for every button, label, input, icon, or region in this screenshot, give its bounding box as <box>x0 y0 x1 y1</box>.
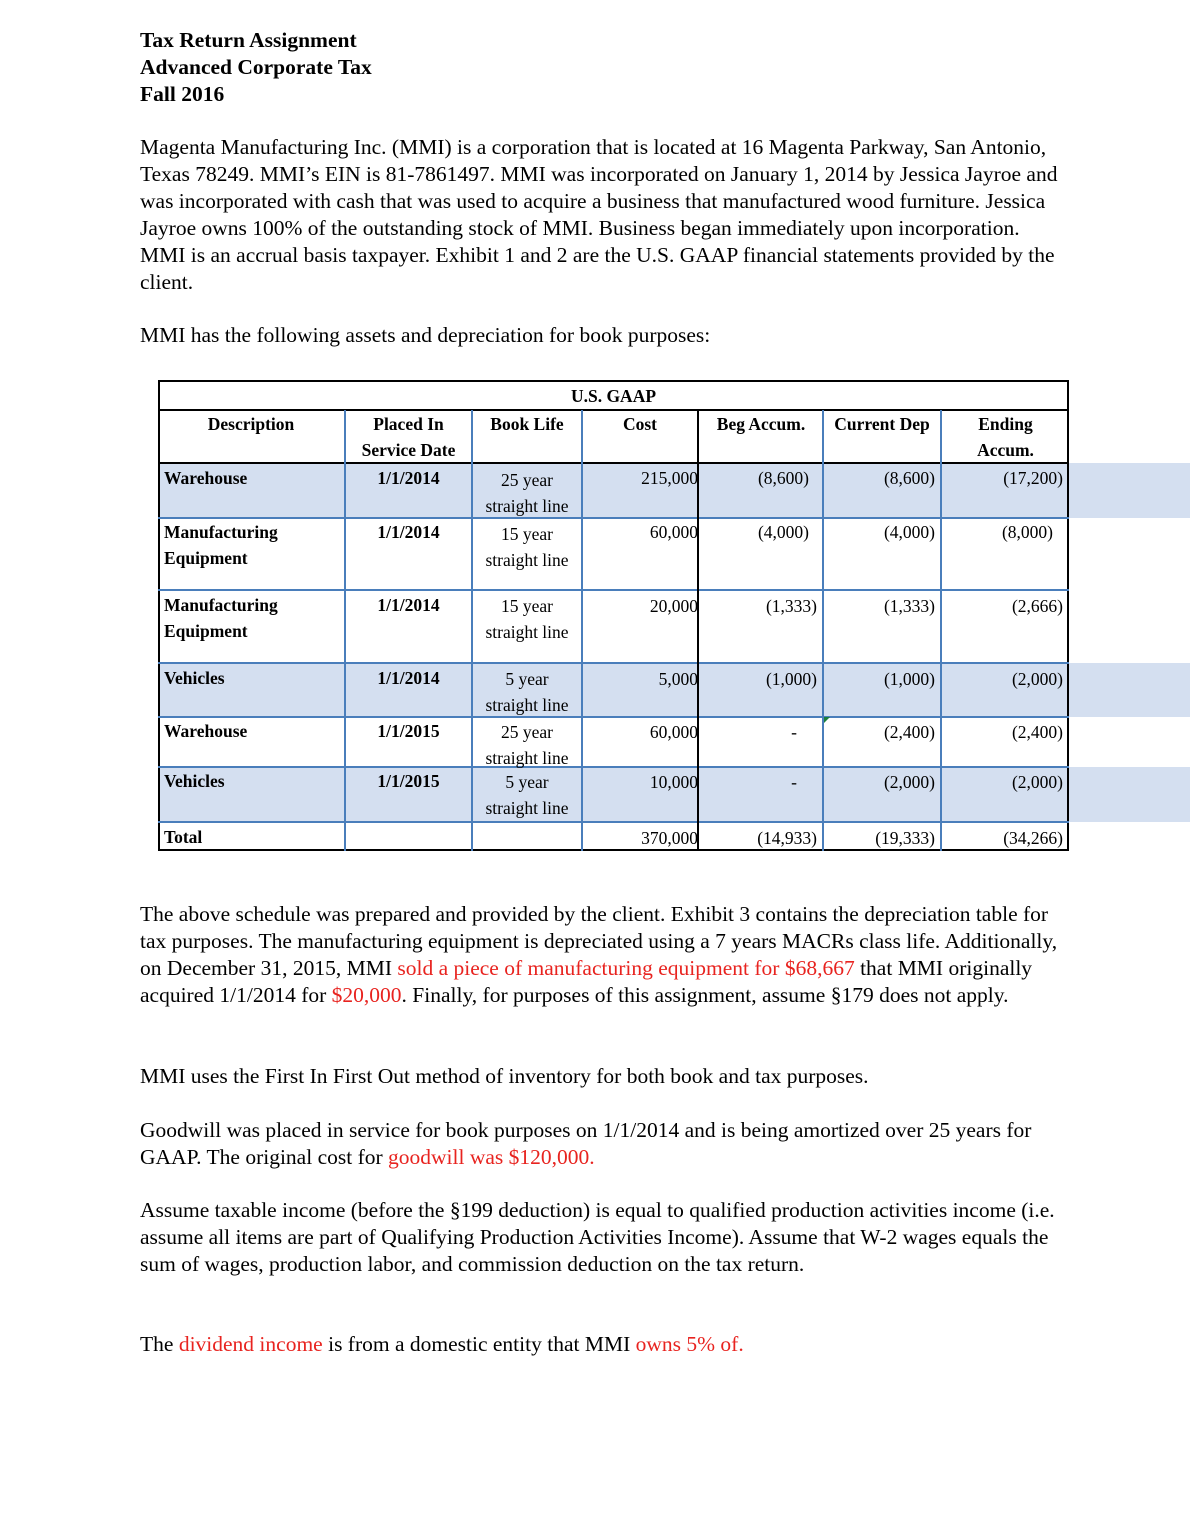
total-label: Total <box>164 827 203 847</box>
intro-paragraph: Magenta Manufacturing Inc. (MMI) is a corporation that is located at 16 Magenta Parkway, San Antonio, Texas 78249. MMI’s EIN is 81-7861497. MMI was incorporated on January 1, 2014 by Jessica Jayroe and was incorporated with cash that was used to acquire a business that manufactured wood furniture. Jessica Jayroe owns 100% of the outstanding stock of MMI. Business began immediately upon incorporation. MMI is an accrual basis taxpayer. Exhibit 1 and 2 are the U.S. GAAP financial statements provided by the client. <box>140 135 1058 294</box>
life-years: 15 year <box>501 596 553 616</box>
col-placed-in-service <box>345 411 472 463</box>
total-cost: 370,000 <box>641 828 698 848</box>
text-run: is from a domestic entity that MMI <box>322 1332 636 1356</box>
desc-line: Equipment <box>164 548 248 568</box>
placed-date: 1/1/2015 <box>377 721 440 741</box>
col-current-dep: Current Dep <box>834 414 930 434</box>
life-years: 5 year <box>505 772 549 792</box>
goodwill-paragraph <box>140 1117 1060 1171</box>
life-method: straight line <box>485 695 569 715</box>
life-method: straight line <box>485 496 569 516</box>
asset-description: Vehicles <box>164 771 225 791</box>
beg-accum-value: - <box>791 772 797 792</box>
asset-description: Warehouse <box>164 468 248 488</box>
total-ending-accum: (34,266) <box>1003 828 1063 848</box>
current-dep-value: (8,600) <box>883 468 935 488</box>
highlighted-goodwill-text: goodwill was $120,000. <box>388 1145 595 1169</box>
life-years: 25 year <box>501 470 553 490</box>
current-dep-value: (2,400) <box>883 722 935 742</box>
book-life <box>472 666 582 718</box>
course-title: Advanced Corporate Tax <box>140 55 372 79</box>
asset-description <box>160 519 344 571</box>
current-dep-value: (1,000) <box>883 669 935 689</box>
document-header <box>140 27 372 108</box>
col-label: Ending <box>978 414 1033 434</box>
col-beg-accum: Beg Accum. <box>716 414 806 434</box>
ending-accum-value: (2,000) <box>1011 772 1063 792</box>
book-life <box>472 593 582 645</box>
table-title: U.S. GAAP <box>570 386 657 406</box>
assignment-title: Tax Return Assignment <box>140 28 357 52</box>
divider <box>158 821 1069 823</box>
current-dep-value: (2,000) <box>883 772 935 792</box>
dividend-paragraph <box>140 1331 1060 1358</box>
desc-line: Manufacturing <box>164 595 278 615</box>
placed-date: 1/1/2014 <box>377 468 440 488</box>
text-run: that MMI originally acquired 1/1/2014 for <box>140 956 1033 1007</box>
cost-value: 60,000 <box>649 722 698 742</box>
cost-value: 5,000 <box>658 669 698 689</box>
current-dep-value: (4,000) <box>883 522 935 542</box>
book-life <box>472 521 582 573</box>
ending-accum-value: (2,666) <box>1011 596 1063 616</box>
col-label: Service Date <box>361 440 456 460</box>
text-run: Goodwill was placed in service for book purposes on 1/1/2014 and is being amortized over 25 years for GAAP. The original cost for <box>140 1118 1032 1169</box>
beg-accum-value: (1,000) <box>765 669 817 689</box>
desc-line: Manufacturing <box>164 522 278 542</box>
divider <box>158 589 1069 591</box>
placed-date: 1/1/2014 <box>377 522 440 542</box>
ending-accum-value: (2,400) <box>1011 722 1063 742</box>
col-description: Description <box>207 414 295 434</box>
life-method: straight line <box>485 798 569 818</box>
schedule-paragraph <box>140 901 1060 1009</box>
cost-value: 10,000 <box>649 772 698 792</box>
asset-description: Warehouse <box>164 721 248 741</box>
term: Fall 2016 <box>140 82 225 106</box>
ending-accum-value: (2,000) <box>1011 669 1063 689</box>
col-cost: Cost <box>622 414 658 434</box>
text-run: The above schedule was prepared and provided by the client. Exhibit 3 contains the depreciation table for tax purposes. The manufacturing equipment is depreciated using a 7 years MACRs class life. Additionally, on December 31, 2015, MMI <box>140 902 1058 980</box>
divider <box>158 462 1069 464</box>
highlighted-dividend-text: dividend income <box>178 1332 323 1356</box>
qpai-paragraph: Assume taxable income (before the §199 deduction) is equal to qualified production activities income (i.e. assume all items are part of Qualifying Production Activities Income). Assume that W-2 wages equals the sum of wages, production labor, and commission deduction on the tax return. <box>140 1198 1055 1276</box>
placed-date: 1/1/2014 <box>377 668 440 688</box>
inventory-paragraph: MMI uses the First In First Out method of inventory for both book and tax purposes. <box>140 1064 869 1088</box>
beg-accum-value: - <box>791 722 797 742</box>
life-method: straight line <box>485 748 569 768</box>
beg-accum-value: (4,000) <box>757 522 809 542</box>
ending-accum-value: (17,200) <box>1003 468 1063 488</box>
book-life <box>472 719 582 771</box>
desc-line: Equipment <box>164 621 248 641</box>
beg-accum-value: (1,333) <box>765 596 817 616</box>
text-run: . Finally, for purposes of this assignment, assume §179 does not apply. <box>401 983 1009 1007</box>
col-book-life: Book Life <box>490 414 564 434</box>
book-life <box>472 769 582 821</box>
life-method: straight line <box>485 622 569 642</box>
life-years: 5 year <box>505 669 549 689</box>
total-beg-accum: (14,933) <box>757 828 817 848</box>
placed-date: 1/1/2015 <box>377 771 440 791</box>
col-label: Accum. <box>977 440 1034 460</box>
divider <box>158 662 1069 664</box>
book-life <box>472 467 582 519</box>
life-years: 25 year <box>501 722 553 742</box>
cost-value: 20,000 <box>649 596 698 616</box>
cost-value: 215,000 <box>641 468 698 488</box>
current-dep-value: (1,333) <box>883 596 935 616</box>
placed-date: 1/1/2014 <box>377 595 440 615</box>
life-years: 15 year <box>501 524 553 544</box>
text-run: The <box>140 1332 179 1356</box>
ending-accum-value: (8,000) <box>1001 522 1053 542</box>
assets-lead-paragraph: MMI has the following assets and depreciation for book purposes: <box>140 323 711 347</box>
col-ending-accum <box>942 411 1069 463</box>
asset-description: Vehicles <box>164 668 225 688</box>
highlighted-ownership-text: owns 5% of. <box>635 1332 744 1356</box>
highlighted-cost-text: $20,000 <box>331 983 402 1007</box>
highlighted-sale-text: sold a piece of manufacturing equipment for $68,667 <box>397 956 855 980</box>
total-current-dep: (19,333) <box>875 828 935 848</box>
asset-description <box>160 592 344 644</box>
beg-accum-value: (8,600) <box>757 468 809 488</box>
life-method: straight line <box>485 550 569 570</box>
cost-value: 60,000 <box>649 522 698 542</box>
col-label: Placed In <box>373 414 444 434</box>
